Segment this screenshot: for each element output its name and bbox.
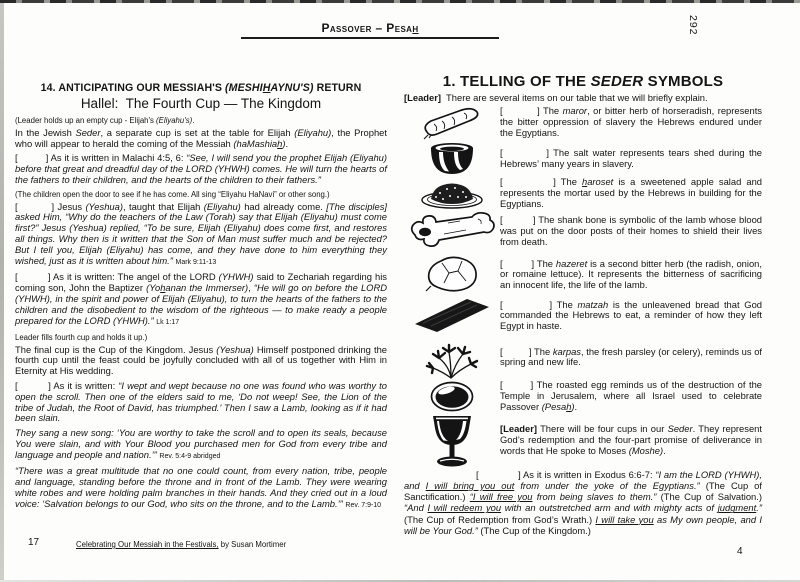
paragraph: [ ] As it is written: The angel of the LORD (YHWH) said to Zechariah regarding his coming son, John the Baptizer (Yohanan the Immerser), “He will go on before the LORD (YHWH), in the spirit and power of Elijah (Eliyahu), to turn the hearts of the fathers to the children and the disobedient to the wisdom of the righteous — to make ready a people prepared for the LORD (YHWH).” Lk 1:17 (15, 271, 387, 327)
left-page (15, 82, 387, 515)
seder-item-roasted-egg: [ ] The roasted egg reminds us of the destruction of the Temple in Jerusalem, where all Israel used to celebrate Passover (Pesah). (404, 380, 762, 412)
matzah-icon (413, 297, 491, 334)
paragraph: [ ] Jesus (Yeshua), taught that Elijah (Eliyahu) had already come. [The disciples] asked Him, “Why do the teachers of the Law (Torah) say that Elijah (Eliyahu) must come first?” Jesus (Yeshua) replied, “To be sure, Elijah (Eliyahu) does come first, and restores all things. Why then is it written that the Son of Man must suffer much and be rejected? But I tell you, Elijah (Eliyahu) has come, and they have done to him everything they wished, just as it is written about him.” Mark 9:11-13 (15, 200, 388, 267)
paragraph: In the Jewish Seder, a separate cup is set at the table for Elijah (Eliyahu), the Prophet who will appear to herald the coming of the Messiah (haMashiah). (15, 127, 388, 149)
right-page (404, 73, 762, 536)
exodus-quote-paragraph: [ ] As it is written in Exodus 6:6-7: “I am the LORD (YHWH), and I will bring you out from under the yoke of the Egyptians.” (The Cup of Sanctification.) “I will free you from being slaves to them.” (The Cup of Salvation.) “And I will redeem you with an outstretched arm and with mighty acts of judgment.” (The Cup of Redemption from God’s Wrath.) I will take you as My own people, and I will be Your God.” (The Cup of the Kingdom.) (404, 468, 763, 536)
left-page-heading: 14. ANTICIPATING OUR MESSIAH'S (MESHIHAYNU'S) RETURN (40, 82, 362, 94)
salt-water-pot-icon (429, 142, 475, 176)
side-page-number: 292 (687, 15, 699, 36)
left-page-number: 17 (28, 537, 40, 548)
seder-item-matzah: [ ] The matzah is the unleavened bread that God commanded the Hebrews to eat, a reminder of how they left Egypt in haste. (404, 297, 762, 334)
seder-item-maror: [ ] The maror, or bitter herb of horseradish, represents the bitter oppression of slavery the Hebrews endured under the Egyptians. (404, 104, 762, 141)
paragraph: They sang a new song: ‘You are worthy to take the scroll and to open its seals, because You were slain, and with Your Blood you purchased men for God from every tribe and language and people and nation.’” Rev. 5:4-9 abridged (15, 426, 387, 460)
stage-direction: (Leader holds up an empty cup - Elijah's (Eliyahu's). (15, 116, 195, 125)
right-page-number: 4 (737, 546, 743, 557)
haroset-plate-icon (420, 178, 484, 209)
karpas-parsley-icon (424, 335, 480, 379)
seder-item-karpas: [ ] The karpas, the fresh parsley (or celery), reminds us of spring and new life. (404, 335, 762, 379)
right-page-heading: 1. TELLING OF THE SEDER SYMBOLS (442, 73, 724, 90)
horseradish-root-icon (421, 104, 483, 141)
running-header: Passover – Pesah (321, 21, 419, 35)
paragraph: [ ] As it is written: “I wept and wept because no one was found who was worthy to open the scroll. Then one of the elders said to me, ‘Do not weep! See, the Lion of the tribe of Judah, the Root of David, has triumphed.’ Then I saw a Lamb, looking as if it had been slain. (15, 379, 387, 424)
book-title-footer: Celebrating Our Messiah in the Festivals, by Susan Mortimer (76, 540, 287, 549)
wine-cup-icon (429, 414, 475, 467)
hazeret-radish-icon (423, 253, 481, 296)
left-page-subheading: Hallel: The Fourth Cup — The Kingdom (80, 96, 322, 111)
stage-direction: Leader fills fourth cup and holds it up.) (15, 332, 148, 342)
seder-item-haroset: [ ] The haroset is a sweetened apple salad and represents the mortar used by the Hebrews in building for the Egyptians. (404, 177, 762, 209)
seder-item-salt-water: [ ] The salt water represents tears shed during the Hebrews’ many years in slavery. (404, 142, 762, 176)
paragraph: The final cup is the Cup of the Kingdom. Jesus (Yeshua) Himself postponed drinking the fourth cup until the feast could be joyfully concluded with all of us together with Him in Eternity at His wedding. (15, 343, 387, 377)
scan-edge-left (0, 3, 4, 582)
paragraph: “There was a great multitude that no one could count, from every nation, tribe, people and language, standing before the throne and in front of the Lamb. They were wearing white robes and were holding palm branches in their hands. And they cried out in a loud voice: ‘Salvation belongs to our God, who sits on the throne, and to the Lamb.’” Rev. 7:9-10 (15, 465, 387, 509)
stage-direction: (The children open the door to see if he has come. All sing “Eliyahu HaNavi” or other song.) (15, 189, 330, 199)
running-header-rule (241, 37, 499, 39)
seder-item-four-cups: [Leader] There will be four cups in our Seder. They represent God’s redemption and the four-part promise of deliverance in words that He spoke to Moses (Moshe). (404, 414, 762, 467)
paragraph: [ ] As it is written in Malachi 4:5, 6: “See, I will send you the prophet Elijah (Eliyahu) before that great and dreadful day of the LORD (YHWH) comes. He will turn the hearts of the fathers to their children, and the hearts of the children to their fathers.” (15, 152, 387, 186)
shank-bone-icon (408, 210, 496, 252)
leader-intro: [Leader] There are several items on our table that we will briefly explain. (404, 92, 708, 103)
scan-edge-top (0, 0, 800, 3)
seder-item-shank-bone: [ ] The shank bone is symbolic of the lamb whose blood was put on the door posts of their homes to shield their lives from death. (404, 210, 762, 252)
seder-item-hazeret: [ ] The hazeret is a second bitter herb (the radish, onion, or romaine lettuce). It represents the bitterness of sacrificing an innocent life, the life of the lamb. (404, 253, 762, 296)
roasted-egg-icon (430, 381, 474, 412)
